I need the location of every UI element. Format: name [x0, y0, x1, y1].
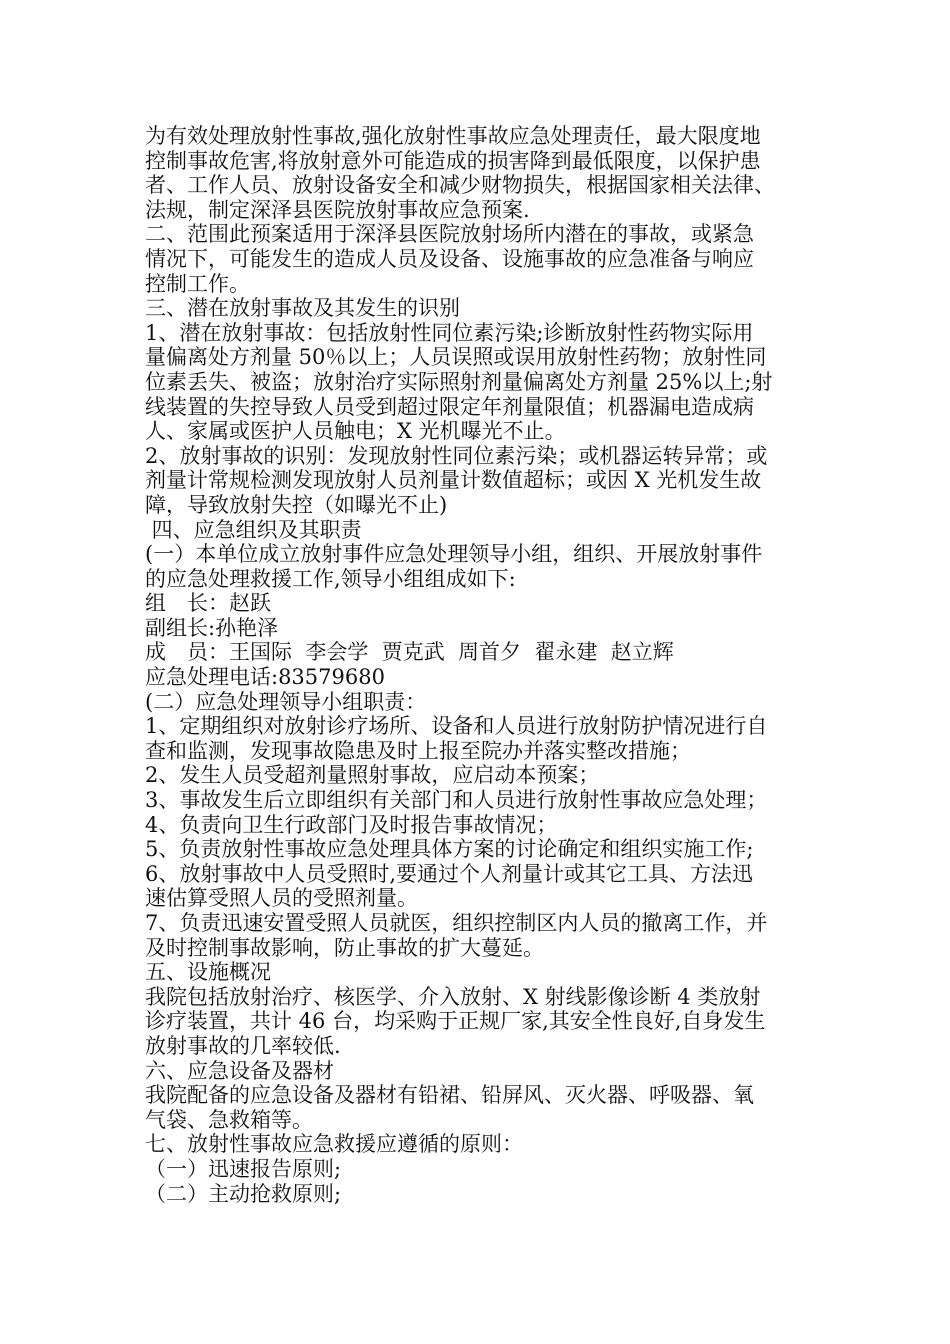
text-line: 6、放射事故中人员受照时,要通过个人剂量计或其它工具、方法迅	[145, 861, 754, 886]
text-line: 我院配备的应急设备及器材有铅裙、铅屏风、灭火器、呼吸器、氧	[145, 1083, 754, 1108]
text-line: 位素丢失、被盗；放射治疗实际照射剂量偏离处方剂量 25%以上;射	[145, 369, 773, 394]
leader-line: 组 长：赵跃	[145, 591, 271, 616]
text-line: （二）主动抢救原则;	[145, 1181, 342, 1206]
text-line: 剂量计常规检测发现放射人员剂量计数值超标；或因 X 光机发生故	[145, 468, 762, 493]
text-line: 2、发生人员受超剂量照射事故，应启动本预案；	[145, 763, 600, 788]
deputy-leader-line: 副组长:孙艳泽	[145, 615, 279, 640]
text-line: 气袋、急救箱等。	[145, 1107, 313, 1132]
text-line: 法规，制定深泽县医院放射事故应急预案.	[145, 197, 530, 222]
section-heading: 三、潜在放射事故及其发生的识别	[145, 296, 460, 321]
text-line: 控制工作。	[145, 271, 250, 296]
text-line: 线装置的失控导致人员受到超过限定年剂量限值；机器漏电造成病	[145, 394, 754, 419]
section-heading: 四、应急组织及其职责	[145, 517, 362, 542]
text-line: 为有效处理放射性事故,强化放射性事故应急处理责任，最大限度地	[145, 124, 761, 148]
text-line: 者、工作人员、放射设备安全和减少财物损失，根据国家相关法律、	[145, 173, 775, 198]
members-line: 成 员：王国际 李会学 贾克武 周首夕 翟永建 赵立辉	[145, 640, 674, 665]
text-line: 量偏离处方剂量 50％以上；人员误照或误用放射性药物；放射性同	[145, 345, 767, 370]
section-heading: 五、设施概况	[145, 960, 271, 985]
text-line: (二）应急处理领导小组职责：	[145, 689, 427, 714]
text-line: 速估算受照人员的受照剂量。	[145, 886, 418, 911]
text-line: 人、家属或医护人员触电；X 光机曝光不止。	[145, 419, 566, 444]
text-line: 3、事故发生后立即组织有关部门和人员进行放射性事故应急处理；	[145, 788, 768, 813]
text-line: 查和监测，发现事故隐患及时上报至院办并落实整改措施；	[145, 738, 691, 763]
text-line: 二、范围此预案适用于深泽县医院放射场所内潜在的事故，或紧急	[145, 222, 754, 247]
section-heading: 六、应急设备及器材	[145, 1058, 334, 1083]
text-line: 情况下，可能发生的造成人员及设备、设施事故的应急准备与响应	[145, 246, 754, 271]
text-line: 障，导致放射失控（如曝光不止)	[145, 492, 448, 517]
text-line: 诊疗装置，共计 46 台，均采购于正规厂家,其安全性良好,自身发生	[145, 1009, 766, 1034]
emergency-phone-line: 应急处理电话:83579680	[145, 665, 385, 690]
text-line: (一）本单位成立放射事件应急处理领导小组，组织、开展放射事件	[145, 542, 763, 567]
document-body	[145, 124, 820, 1206]
text-line: 5、负责放射性事故应急处理具体方案的讨论确定和组织实施工作;	[145, 837, 754, 862]
text-line: 控制事故危害,将放射意外可能造成的损害降到最低限度，以保护患	[145, 148, 761, 173]
section-heading: 七、放射性事故应急救援应遵循的原则：	[145, 1132, 523, 1157]
text-line: 放射事故的几率较低.	[145, 1033, 341, 1058]
text-line: 1、潜在放射事故：包括放射性同位素污染;诊断放射性药物实际用	[145, 320, 754, 345]
text-line: 及时控制事故影响，防止事故的扩大蔓延。	[145, 935, 544, 960]
text-line: （一）迅速报告原则;	[145, 1156, 342, 1181]
text-line: 1、定期组织对放射诊疗场所、设备和人员进行放射防护情况进行自	[145, 714, 768, 739]
text-line: 4、负责向卫生行政部门及时报告事故情况；	[145, 812, 558, 837]
text-line: 我院包括放射治疗、核医学、介入放射、X 射线影像诊断 4 类放射	[145, 984, 761, 1009]
text-line: 2、放射事故的识别：发现放射性同位素污染；或机器运转异常；或	[145, 443, 768, 468]
text-line: 的应急处理救援工作,领导小组组成如下:	[145, 566, 516, 591]
text-line: 7、负责迅速安置受照人员就医，组织控制区内人员的撤离工作，并	[145, 911, 768, 935]
